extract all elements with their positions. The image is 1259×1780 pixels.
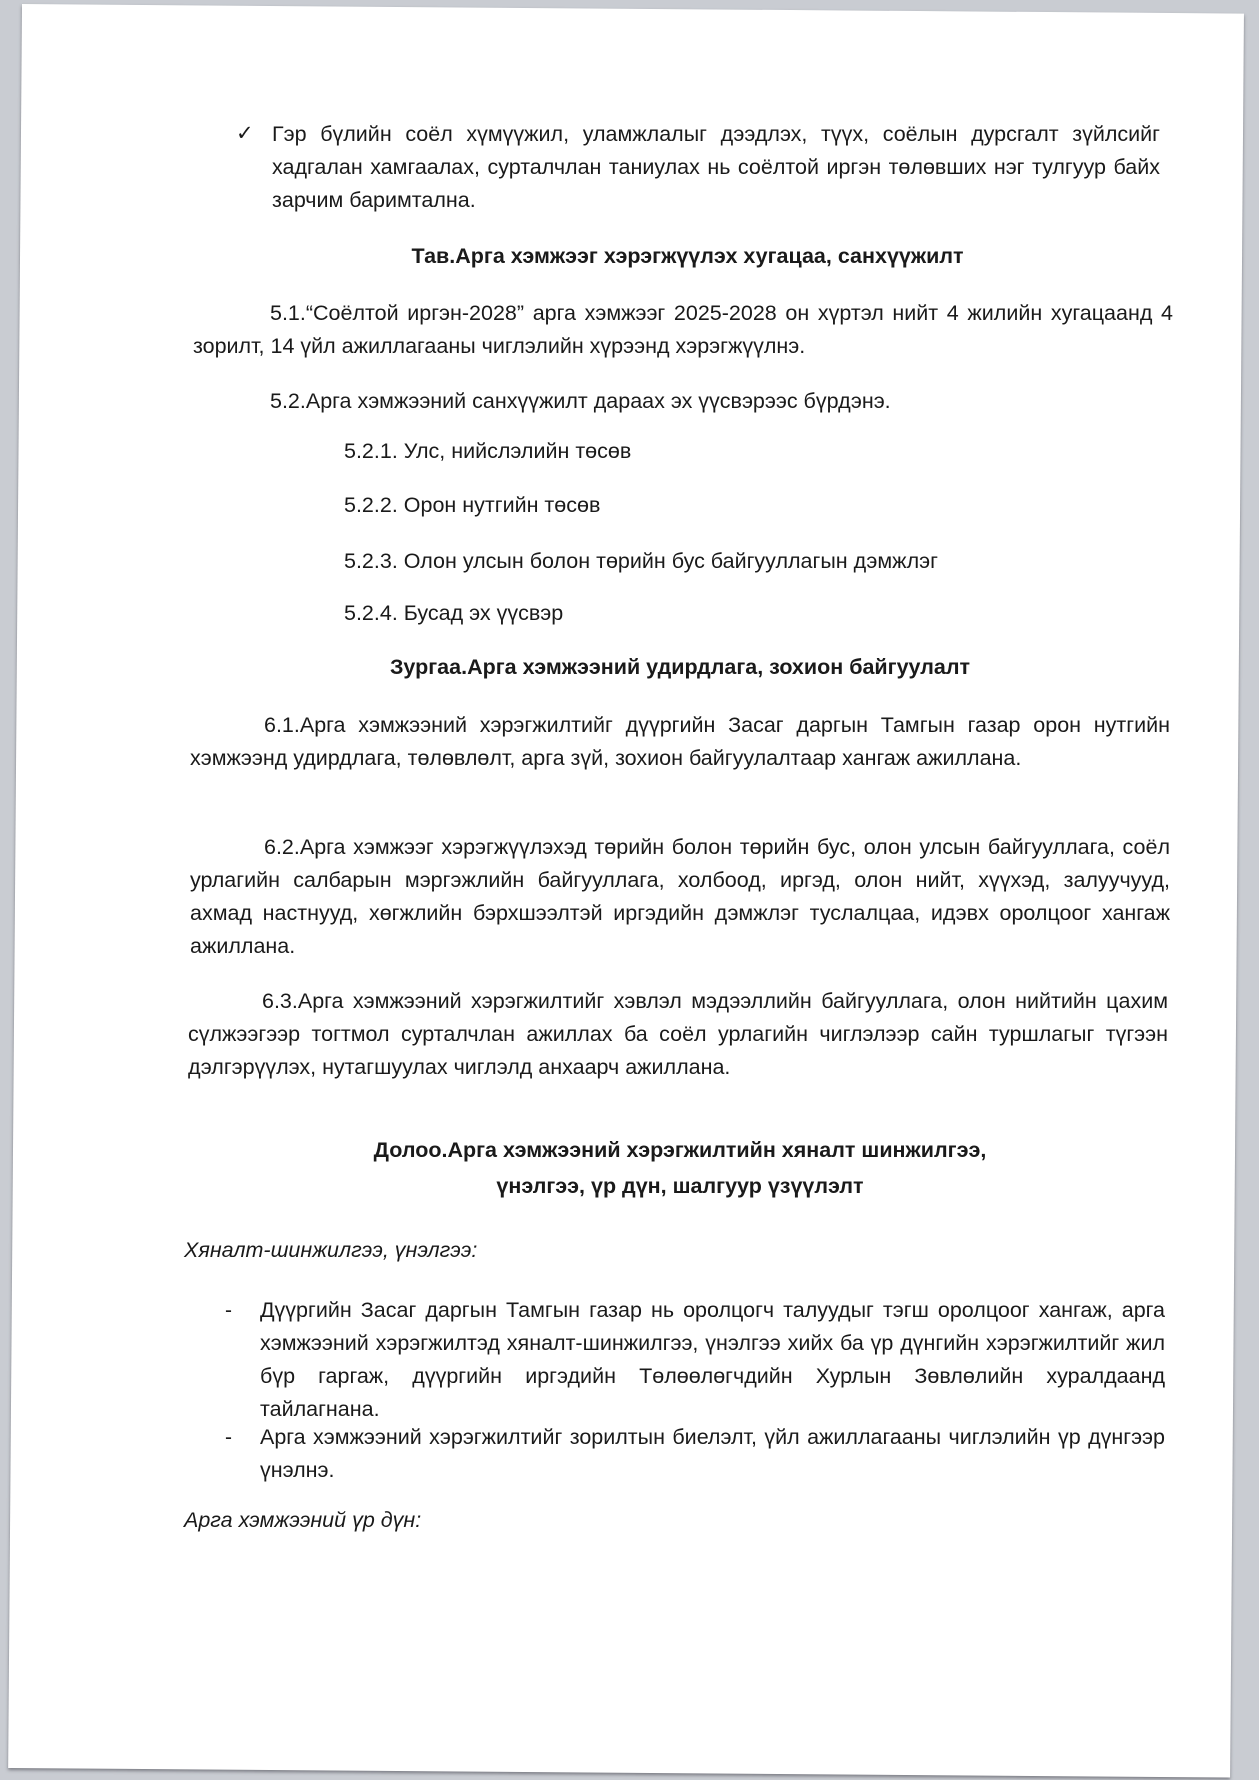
section-5-title: Тав.Арга хэмжээг хэрэгжүүлэх хугацаа, санхүүжилт	[411, 244, 964, 268]
paragraph-5-2: 5.2.Арга хэмжээний санхүүжилт дараах эх үүсвэрээс бүрдэнэ.	[270, 389, 891, 413]
monitoring-item-1: Дүүргийн Засаг даргын Тамгын газар нь оролцогч талуудыг тэгш оролцоог хангаж, арга хэмжээний хэрэгжилтэд хяналт-шинжилгээ, үнэлгээ хийх ба үр дүнгийн хэрэгжилтийг жил бүр гаргаж, дүүргийн иргэдийн Төлөөлөгчдийн Хурлын Зөвлөлийн хуралдаанд тайлагнана.	[260, 1298, 1165, 1421]
bullet-intro-text: Гэр бүлийн соёл хүмүүжил, уламжлалыг дээдлэх, түүх, соёлын дурсгалт зүйлсийг хадгалан хамгаалах, сурталчлан таниулах нь соёлтой иргэн төлөвших нэг тулгуур байх зарчим баримтална.	[272, 122, 1160, 212]
checkmark-icon: ✓	[236, 122, 254, 145]
dash-bullet: -	[225, 1426, 232, 1449]
paragraph-6-1: 6.1.Арга хэмжээний хэрэгжилтийг дүүргийн Засаг даргын Тамгын газар орон нутгийн хэмжээнд удирдлага, төлөвлөлт, арга зүй, зохион байгуулалтаар хангаж ажиллана.	[190, 713, 1170, 770]
section-7-title-line-2: үнэлгээ, үр дүн, шалгуур үзүүлэлт	[496, 1174, 864, 1198]
section-7-title-line-1: Долоо.Арга хэмжээний хэрэгжилтийн хяналт шинжилгээ,	[373, 1138, 987, 1162]
list-item-5-2-4: 5.2.4. Бусад эх үүсвэр	[344, 601, 564, 625]
subheading-monitoring: Хяналт-шинжилгээ, үнэлгээ:	[184, 1238, 478, 1262]
subheading-results: Арга хэмжээний үр дүн:	[184, 1508, 422, 1532]
monitoring-item-2: Арга хэмжээний хэрэгжилтийг зорилтын биелэлт, үйл ажиллагааны чиглэлийн үр дүнгээр үнэлнэ.	[260, 1425, 1165, 1482]
dash-bullet: -	[225, 1299, 232, 1322]
paragraph-6-2: 6.2.Арга хэмжээг хэрэгжүүлэхэд төрийн болон төрийн бус, олон улсын байгууллага, соёл урлагийн салбарын мэргэжлийн байгууллага, холбоод, иргэд, олон нийт, хүүхэд, залуучууд, ахмад настнууд, хөгжлийн бэрхшээлтэй иргэдийн дэмжлэг туслалцаа, идэвх оролцоог хангаж ажиллана.	[190, 835, 1170, 958]
section-6-title: Зургаа.Арга хэмжээний удирдлага, зохион байгуулалт	[389, 655, 971, 679]
list-item-5-2-3: 5.2.3. Олон улсын болон төрийн бус байгууллагын дэмжлэг	[344, 549, 938, 573]
list-item-5-2-1: 5.2.1. Улс, нийслэлийн төсөв	[344, 439, 632, 463]
paragraph-6-3: 6.3.Арга хэмжээний хэрэгжилтийг хэвлэл мэдээллийн байгууллага, олон нийтийн цахим сүлжээгээр тогтмол сурталчлан ажиллах ба соёл урлагийн чиглэлээр сайн туршлагыг түгээн дэлгэрүүлэх, нутагшуулах чиглэлд анхаарч ажиллана.	[188, 989, 1168, 1079]
paragraph-5-1: 5.1.“Соёлтой иргэн-2028” арга хэмжээг 2025-2028 он хүртэл нийт 4 жилийн хугацаанд 4 зорилт, 14 үйл ажиллагааны чиглэлийн хүрээнд хэрэгжүүлнэ.	[193, 301, 1173, 358]
list-item-5-2-2: 5.2.2. Орон нутгийн төсөв	[344, 493, 601, 517]
